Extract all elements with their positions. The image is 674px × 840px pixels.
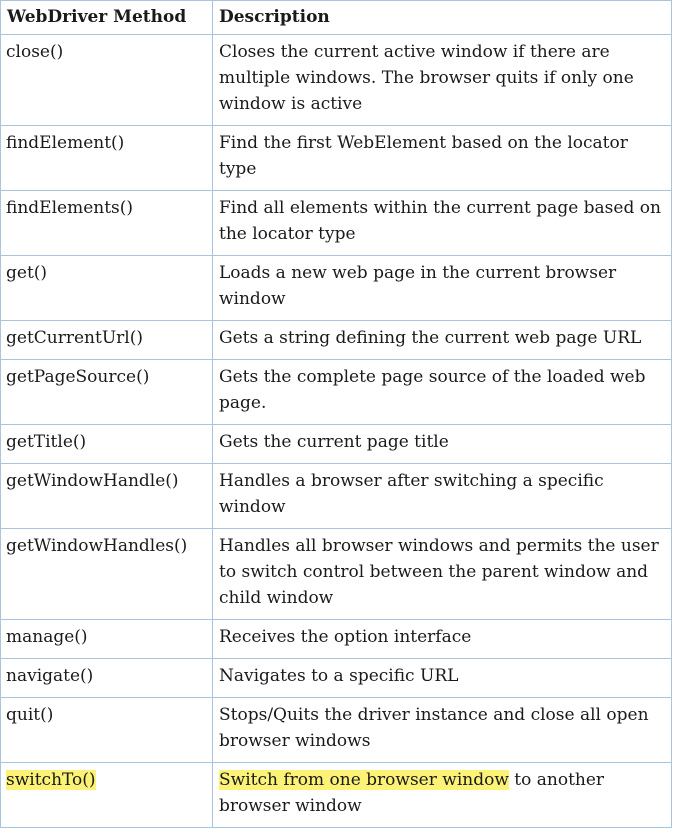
highlighted-method-text: switchTo() [6,770,96,790]
method-cell: getWindowHandles() [1,529,213,620]
method-cell: getPageSource() [1,360,213,425]
description-cell: Gets a string defining the current web page URL [213,321,672,360]
description-cell: Closes the current active window if there are multiple windows. The browser quits if only one window is active [213,35,672,126]
description-cell: Handles a browser after switching a specific window [213,464,672,529]
description-cell-highlighted [213,763,672,828]
description-cell: Find the first WebElement based on the locator type [213,126,672,191]
description-cell: Receives the option interface [213,620,672,659]
method-cell: findElements() [1,191,213,256]
highlighted-description-text: Switch from one browser window [219,770,509,790]
method-cell: getCurrentUrl() [1,321,213,360]
description-cell: Find all elements within the current page based on the locator type [213,191,672,256]
table-row [1,464,672,529]
description-cell: Gets the current page title [213,425,672,464]
method-cell: get() [1,256,213,321]
method-cell: quit() [1,698,213,763]
method-cell: manage() [1,620,213,659]
header-method: WebDriver Method [1,1,213,35]
table-row [1,191,672,256]
table-row [1,620,672,659]
table-row [1,425,672,464]
table-row [1,256,672,321]
table-row [1,529,672,620]
table-row [1,360,672,425]
table-row-highlighted [1,763,672,828]
header-description: Description [213,1,672,35]
table-header-row [1,1,672,35]
description-rest-text: to another browser window [219,770,605,816]
description-cell: Loads a new web page in the current browser window [213,256,672,321]
method-cell: getWindowHandle() [1,464,213,529]
description-cell: Gets the complete page source of the loaded web page. [213,360,672,425]
method-cell: getTitle() [1,425,213,464]
method-cell: close() [1,35,213,126]
method-cell: navigate() [1,659,213,698]
method-cell-highlighted [1,763,213,828]
table-row [1,321,672,360]
method-cell: findElement() [1,126,213,191]
table-row [1,126,672,191]
table-row [1,35,672,126]
table-row [1,659,672,698]
description-cell: Stops/Quits the driver instance and close all open browser windows [213,698,672,763]
table-row [1,698,672,763]
description-cell: Handles all browser windows and permits the user to switch control between the parent window and child window [213,529,672,620]
description-cell: Navigates to a specific URL [213,659,672,698]
